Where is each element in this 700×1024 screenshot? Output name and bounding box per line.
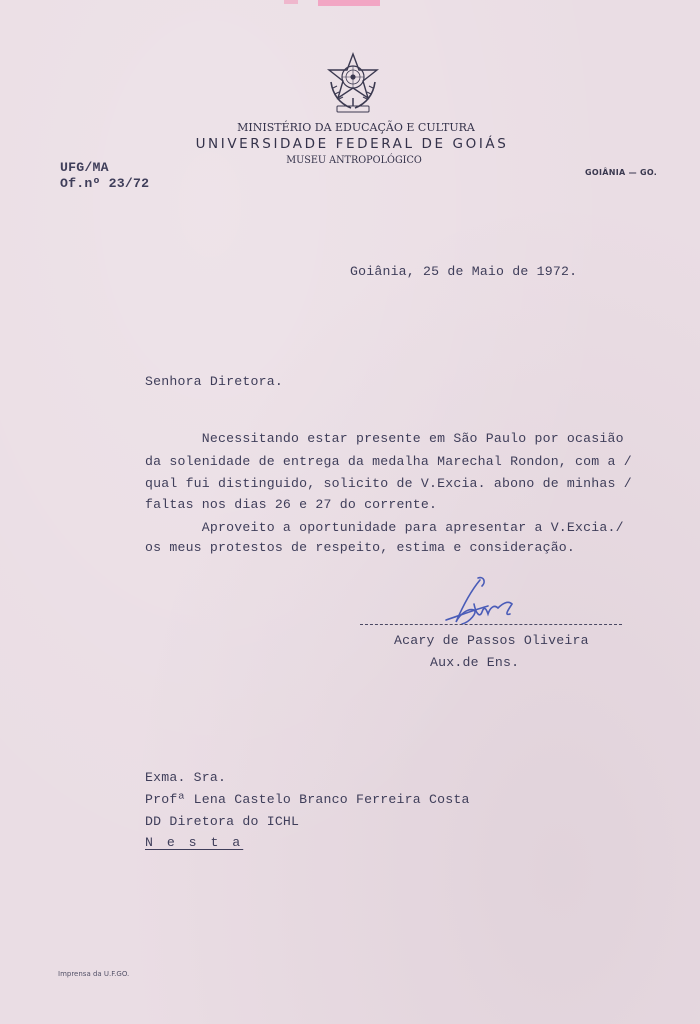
letter-date: Goiânia, 25 de Maio de 1972. xyxy=(350,264,578,279)
body-line: faltas nos dias 26 e 27 do corrente. xyxy=(145,497,438,512)
handwritten-signature xyxy=(440,574,520,634)
body-line: Aproveito a oportunidade para apresentar a V.Excia./ xyxy=(145,520,624,535)
office-number: Of.nº 23/72 xyxy=(60,176,150,191)
signature-line xyxy=(360,624,622,625)
salutation: Senhora Diretora. xyxy=(145,374,283,389)
museum-heading: MUSEU ANTROPOLÓGICO xyxy=(286,154,422,166)
pink-tab-mark-small xyxy=(284,0,298,4)
ministry-heading: MINISTÉRIO DA EDUCAÇÃO E CULTURA xyxy=(237,121,475,134)
addressee-location-text: N e s t a xyxy=(145,835,244,850)
addressee-position: DD Diretora do ICHL xyxy=(145,814,300,829)
signatory-role: Aux.de Ens. xyxy=(430,655,520,670)
brazil-coat-of-arms-icon xyxy=(323,52,383,116)
reference-code: UFG/MA xyxy=(60,160,109,175)
printer-footer: Imprensa da U.F.GO. xyxy=(58,970,130,978)
signatory-name: Acary de Passos Oliveira xyxy=(394,633,589,648)
addressee-location xyxy=(145,835,243,850)
body-line: da solenidade de entrega da medalha Marechal Rondon, com a / xyxy=(145,454,632,469)
body-line: Necessitando estar presente em São Paulo por ocasião xyxy=(145,431,624,446)
body-line: qual fui distinguido, solicito de V.Excia. abono de minhas / xyxy=(145,476,632,491)
pink-tab-mark xyxy=(318,0,380,6)
addressee-name: Profª Lena Castelo Branco Ferreira Costa xyxy=(145,792,470,807)
addressee-title: Exma. Sra. xyxy=(145,770,227,785)
letterhead-city: GOIÂNIA — GO. xyxy=(585,168,658,177)
body-line: os meus protestos de respeito, estima e consideração. xyxy=(145,540,576,555)
university-heading: UNIVERSIDADE FEDERAL DE GOIÁS xyxy=(195,136,509,152)
